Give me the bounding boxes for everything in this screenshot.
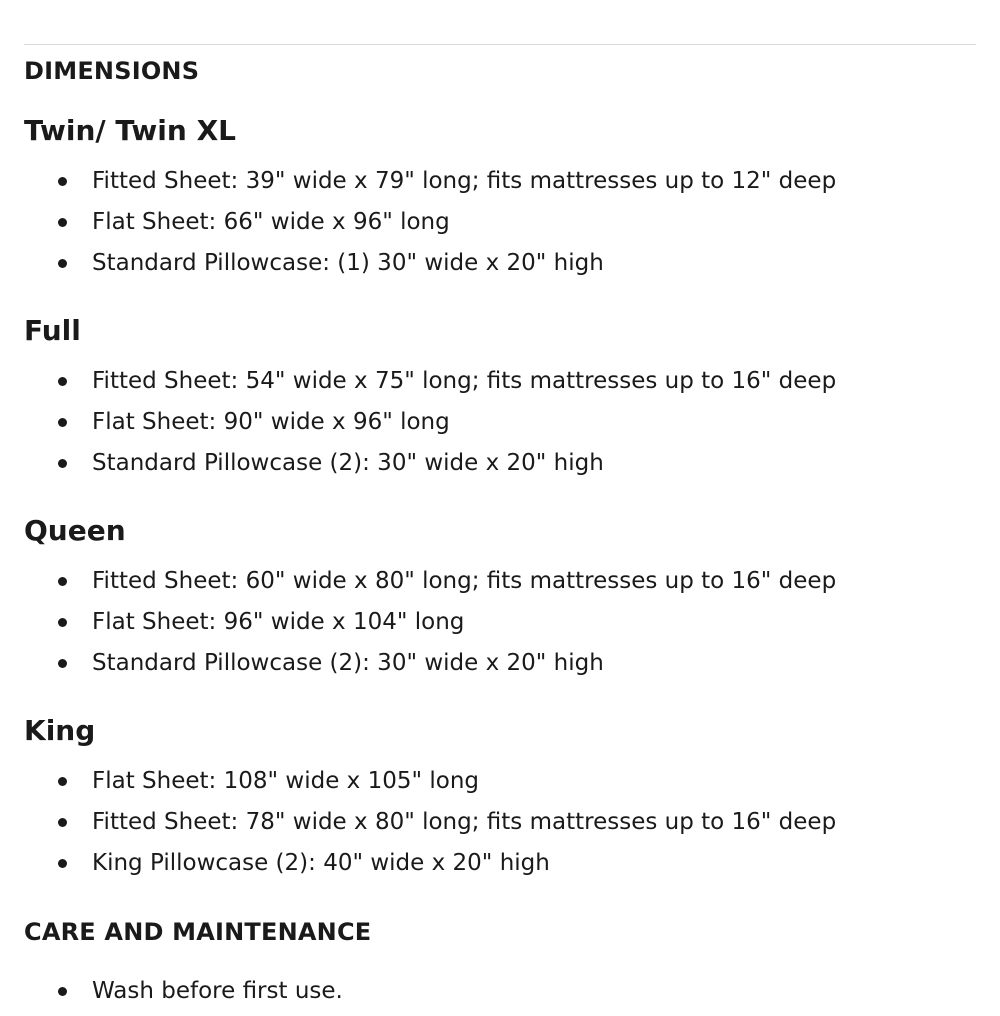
bullet-dot [58, 377, 67, 386]
size-heading-full: Full [24, 314, 81, 347]
list-item [0, 565, 836, 606]
list-item [0, 606, 836, 647]
bullet-dot [58, 859, 67, 868]
bullet-dot [58, 577, 67, 586]
king-spec-list [0, 765, 836, 888]
size-heading-king: King [24, 714, 96, 747]
bullet-dot [58, 659, 67, 668]
size-heading-queen: Queen [24, 514, 126, 547]
bullet-dot [58, 777, 67, 786]
list-item [0, 975, 343, 1016]
list-item-text: Fitted Sheet: 39" wide x 79" long; fits mattresses up to 12" deep [92, 168, 837, 194]
list-item [0, 165, 836, 206]
list-item [0, 765, 836, 806]
list-item-text: Standard Pillowcase (2): 30" wide x 20" high [92, 650, 604, 676]
bullet-dot [58, 418, 67, 427]
list-item-text: Fitted Sheet: 54" wide x 75" long; fits mattresses up to 16" deep [92, 368, 837, 394]
full-spec-list [0, 365, 836, 488]
list-item-text: Standard Pillowcase: (1) 30" wide x 20" high [92, 250, 604, 276]
bullet-dot [58, 618, 67, 627]
twin-spec-list [0, 165, 836, 288]
dimensions-heading: DIMENSIONS [24, 57, 200, 85]
list-item-text: Flat Sheet: 96" wide x 104" long [92, 609, 465, 635]
list-item [0, 806, 836, 847]
bullet-dot [58, 987, 67, 996]
bullet-dot [58, 218, 67, 227]
bullet-dot [58, 459, 67, 468]
list-item-text: King Pillowcase (2): 40" wide x 20" high [92, 850, 550, 876]
list-item-text: Flat Sheet: 90" wide x 96" long [92, 409, 450, 435]
list-item [0, 847, 836, 888]
queen-spec-list [0, 565, 836, 688]
top-divider [24, 44, 976, 45]
list-item [0, 447, 836, 488]
care-list [0, 975, 343, 1016]
bullet-dot [58, 259, 67, 268]
list-item [0, 406, 836, 447]
list-item [0, 647, 836, 688]
list-item-text: Fitted Sheet: 60" wide x 80" long; fits mattresses up to 16" deep [92, 568, 837, 594]
list-item-text: Flat Sheet: 66" wide x 96" long [92, 209, 450, 235]
list-item-text: Flat Sheet: 108" wide x 105" long [92, 768, 480, 794]
list-item-text: Standard Pillowcase (2): 30" wide x 20" high [92, 450, 604, 476]
care-heading: CARE AND MAINTENANCE [24, 918, 372, 946]
list-item [0, 365, 836, 406]
bullet-dot [58, 818, 67, 827]
list-item [0, 247, 836, 288]
list-item [0, 206, 836, 247]
list-item-text: Fitted Sheet: 78" wide x 80" long; fits mattresses up to 16" deep [92, 809, 837, 835]
list-item-text: Wash before first use. [92, 978, 343, 1004]
size-heading-twin: Twin/ Twin XL [24, 114, 236, 147]
bullet-dot [58, 177, 67, 186]
